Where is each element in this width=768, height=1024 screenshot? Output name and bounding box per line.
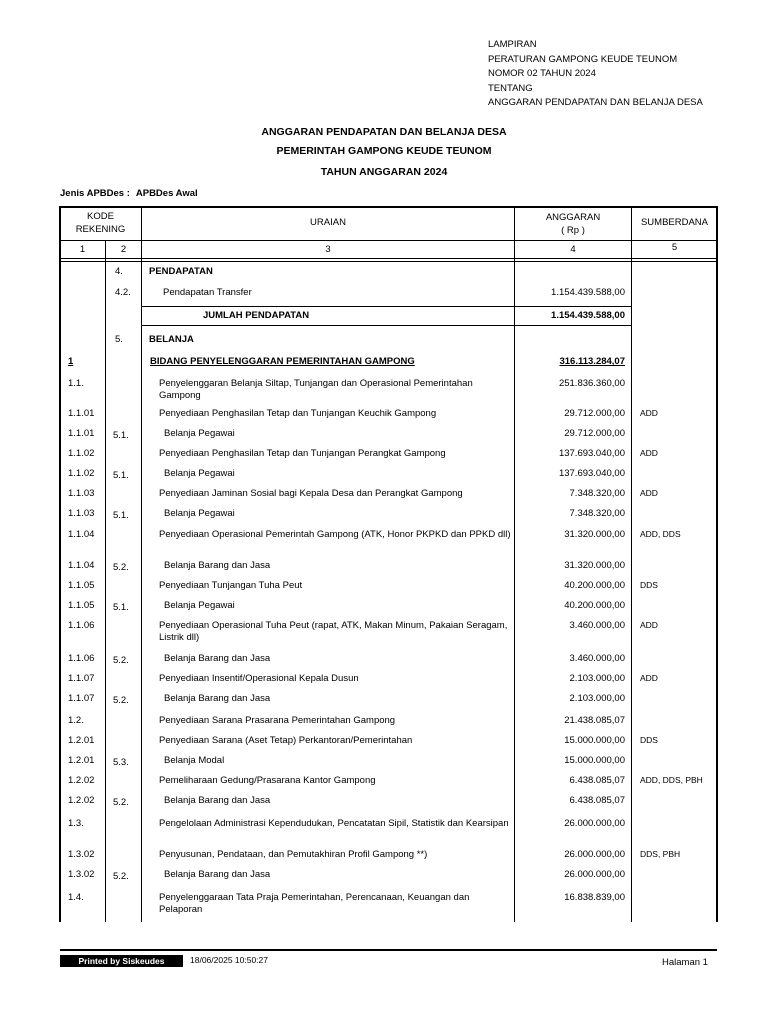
document-title: ANGGARAN PENDAPATAN DAN BELANJA DESA	[261, 126, 507, 138]
row-uraian: Penyusunan, Pendataan, dan Pemutakhiran Profil Gampong **)	[159, 849, 428, 860]
row-uraian: Belanja Pegawai	[164, 468, 235, 479]
footer-divider	[60, 949, 717, 951]
row-uraian: Belanja Barang dan Jasa	[164, 693, 271, 704]
row-uraian: Belanja Barang dan Jasa	[164, 653, 271, 664]
row-anggaran: 137.693.040,00	[558, 468, 625, 479]
row-anggaran: 316.113.284,07	[559, 356, 625, 367]
row-uraian: Penyelenggaraan Tata Praja Pemerintahan, Perencanaan, Keuangan dan Pelaporan	[159, 892, 470, 915]
row-kode-belanja: 5.2.	[113, 871, 129, 882]
document-subtitle: PEMERINTAH GAMPONG KEUDE TEUNOM	[276, 145, 492, 157]
row-anggaran: 7.348.320,00	[569, 488, 625, 499]
row-uraian: Penyediaan Sarana (Aset Tetap) Perkantoran/Pemerintahan	[159, 735, 413, 746]
row-kode: 1.1.01	[68, 428, 95, 439]
row-anggaran: 2.103.000,00	[569, 693, 625, 704]
row-kode: 1.1.02	[68, 448, 95, 459]
lampiran-line: NOMOR 02 TAHUN 2024	[488, 68, 596, 79]
row-kode: 1.2.02	[68, 775, 95, 786]
row-anggaran: 251.836.360,00	[558, 378, 625, 389]
lampiran-block	[488, 38, 728, 111]
lampiran-line: TENTANG	[488, 82, 533, 94]
jenis-label: Jenis APBDes :	[60, 188, 130, 199]
header-kode: KODE REKENING	[75, 211, 126, 235]
row-kode: 1	[68, 356, 74, 367]
row-anggaran: 7.348.320,00	[569, 508, 625, 519]
row-kode: 1.1.06	[68, 620, 95, 631]
row-anggaran: 29.712.000,00	[564, 408, 625, 419]
page-number: Halaman 1	[662, 957, 708, 968]
row-kode: 1.1.05	[68, 580, 95, 591]
printed-by-badge: Printed by Siskeudes	[60, 955, 183, 967]
row-kode-belanja: 5.1.	[113, 470, 129, 481]
row-uraian: Belanja Pegawai	[164, 600, 235, 611]
row-anggaran: 6.438.085,07	[569, 795, 625, 806]
col-number-1: 1	[79, 244, 86, 255]
row-anggaran: 3.460.000,00	[569, 653, 625, 664]
row-anggaran: 16.838.839,00	[564, 892, 625, 903]
row-kode: 1.4.	[68, 892, 84, 903]
row-anggaran: 21.438.085,07	[564, 715, 625, 726]
row-kode: 1.1.05	[68, 600, 95, 611]
row-anggaran: 31.320.000,00	[564, 529, 625, 540]
row-uraian: Belanja Pegawai	[164, 428, 235, 439]
lampiran-line: ANGGARAN PENDAPATAN DAN BELANJA DESA	[488, 97, 703, 108]
row-anggaran: 15.000.000,00	[564, 735, 625, 746]
row-anggaran: 26.000.000,00	[564, 869, 625, 880]
row-uraian: Penyediaan Jaminan Sosial bagi Kepala Desa dan Perangkat Gampong	[159, 488, 463, 499]
row-uraian: Penyediaan Tunjangan Tuha Peut	[159, 580, 303, 591]
row-sumberdana: ADD	[640, 620, 658, 630]
col-number-4: 4	[570, 244, 576, 255]
row-sumberdana: ADD	[640, 488, 658, 498]
row-uraian: Penyediaan Penghasilan Tetap dan Tunjangan Perangkat Gampong	[159, 448, 446, 459]
row-kode-belanja: 5.2.	[113, 562, 129, 573]
row-kode: 1.3.02	[68, 849, 95, 860]
row-anggaran: 6.438.085,07	[569, 775, 625, 786]
row-kode: 1.1.07	[68, 673, 95, 684]
header-sumberdana: SUMBERDANA	[640, 217, 709, 228]
row-anggaran: 29.712.000,00	[564, 428, 625, 439]
row-anggaran: 40.200.000,00	[564, 580, 625, 591]
row-sumberdana: ADD, DDS, PBH	[640, 775, 703, 785]
row-kode-belanja: 5.1.	[113, 430, 129, 441]
lampiran-line: PERATURAN GAMPONG KEUDE TEUNOM	[488, 53, 678, 65]
row-uraian: Penyelenggaran Belanja Siltap, Tunjangan dan Operasional Pemerintahan Gampong	[159, 378, 473, 401]
row-anggaran: 40.200.000,00	[564, 600, 625, 611]
row-uraian: Belanja Barang dan Jasa	[164, 795, 271, 806]
row-uraian: Belanja Pegawai	[164, 508, 235, 519]
row-kode: 1.2.02	[68, 795, 95, 806]
row-uraian: Penyediaan Penghasilan Tetap dan Tunjangan Keuchik Gampong	[159, 408, 437, 419]
jenis-apbdes	[60, 188, 198, 199]
row-sumberdana: ADD, DDS	[640, 529, 681, 539]
row-kode: 1.1.01	[68, 408, 95, 419]
row-sumberdana: DDS	[640, 580, 658, 590]
jenis-value: APBDes Awal	[135, 188, 198, 199]
row-kode: 1.3.	[68, 818, 84, 829]
row-kode: 1.1.04	[68, 560, 95, 571]
row-kode-belanja: 5.2.	[113, 695, 129, 706]
row-kode: 1.2.01	[68, 735, 95, 746]
row-sumberdana: ADD	[640, 448, 658, 458]
row-uraian: Pengelolaan Administrasi Kependudukan, Pencatatan Sipil, Statistik dan Kearsipan	[159, 818, 509, 829]
row-uraian: BIDANG PENYELENGGARAN PEMERINTAHAN GAMPONG	[150, 356, 415, 367]
row-kode: 1.1.	[68, 378, 84, 389]
row-kode-belanja: 5.2.	[113, 797, 129, 808]
row-anggaran: 15.000.000,00	[564, 755, 625, 766]
row-sumberdana: DDS, PBH	[640, 849, 681, 859]
col-number-3: 3	[325, 244, 331, 255]
row-kode: 1.1.03	[68, 508, 95, 519]
row-uraian: Penyediaan Insentif/Operasional Kepala Dusun	[159, 673, 359, 684]
row-kode: 1.2.01	[68, 755, 95, 766]
row-kode: 1.1.03	[68, 488, 95, 499]
row-kode-belanja: 5.2.	[113, 655, 129, 666]
row-anggaran: 137.693.040,00	[558, 448, 625, 459]
row-anggaran: 26.000.000,00	[564, 818, 625, 829]
row-anggaran: 26.000.000,00	[564, 849, 625, 860]
row-uraian: Belanja Modal	[164, 755, 225, 766]
row-uraian: Penyediaan Operasional Pemerintah Gampong (ATK, Honor PKPKD dan PPKD dll)	[159, 529, 511, 540]
row-anggaran: 31.320.000,00	[564, 560, 625, 571]
col-number-5: 5	[671, 242, 678, 253]
row-kode-belanja: 5.3.	[113, 757, 129, 768]
row-sumberdana: DDS	[640, 735, 658, 745]
row-kode-belanja: 5.1.	[113, 602, 129, 613]
col-number-2: 2	[120, 244, 127, 255]
row-kode: 1.2.	[68, 715, 84, 726]
row-kode: 1.1.06	[68, 653, 95, 664]
row-kode: 1.1.07	[68, 693, 95, 704]
lampiran-line: LAMPIRAN	[488, 39, 537, 50]
row-kode: 1.1.02	[68, 468, 95, 479]
row-anggaran: 3.460.000,00	[569, 620, 625, 631]
row-kode-belanja: 5.1.	[113, 510, 129, 521]
print-datetime: 18/06/2025 10:50:27	[190, 955, 268, 965]
header-anggaran: ANGGARAN ( Rp )	[545, 212, 601, 236]
row-uraian: Belanja Barang dan Jasa	[164, 560, 271, 571]
row-sumberdana: ADD	[640, 408, 658, 418]
document-year: TAHUN ANGGARAN 2024	[320, 166, 448, 178]
row-anggaran: 2.103.000,00	[569, 673, 625, 684]
row-uraian: Penyediaan Sarana Prasarana Pemerintahan Gampong	[159, 715, 396, 726]
row-kode: 1.1.04	[68, 529, 95, 540]
row-uraian: Penyediaan Operasional Tuha Peut (rapat, ATK, Makan Minum, Pakaian Seragam, Listrik dll)	[159, 620, 508, 643]
row-uraian: Pemeliharaan Gedung/Prasarana Kantor Gampong	[159, 775, 376, 786]
header-uraian: URAIAN	[310, 217, 346, 228]
row-kode: 1.3.02	[68, 869, 95, 880]
row-uraian: Belanja Barang dan Jasa	[164, 869, 271, 880]
row-sumberdana: ADD	[640, 673, 658, 683]
